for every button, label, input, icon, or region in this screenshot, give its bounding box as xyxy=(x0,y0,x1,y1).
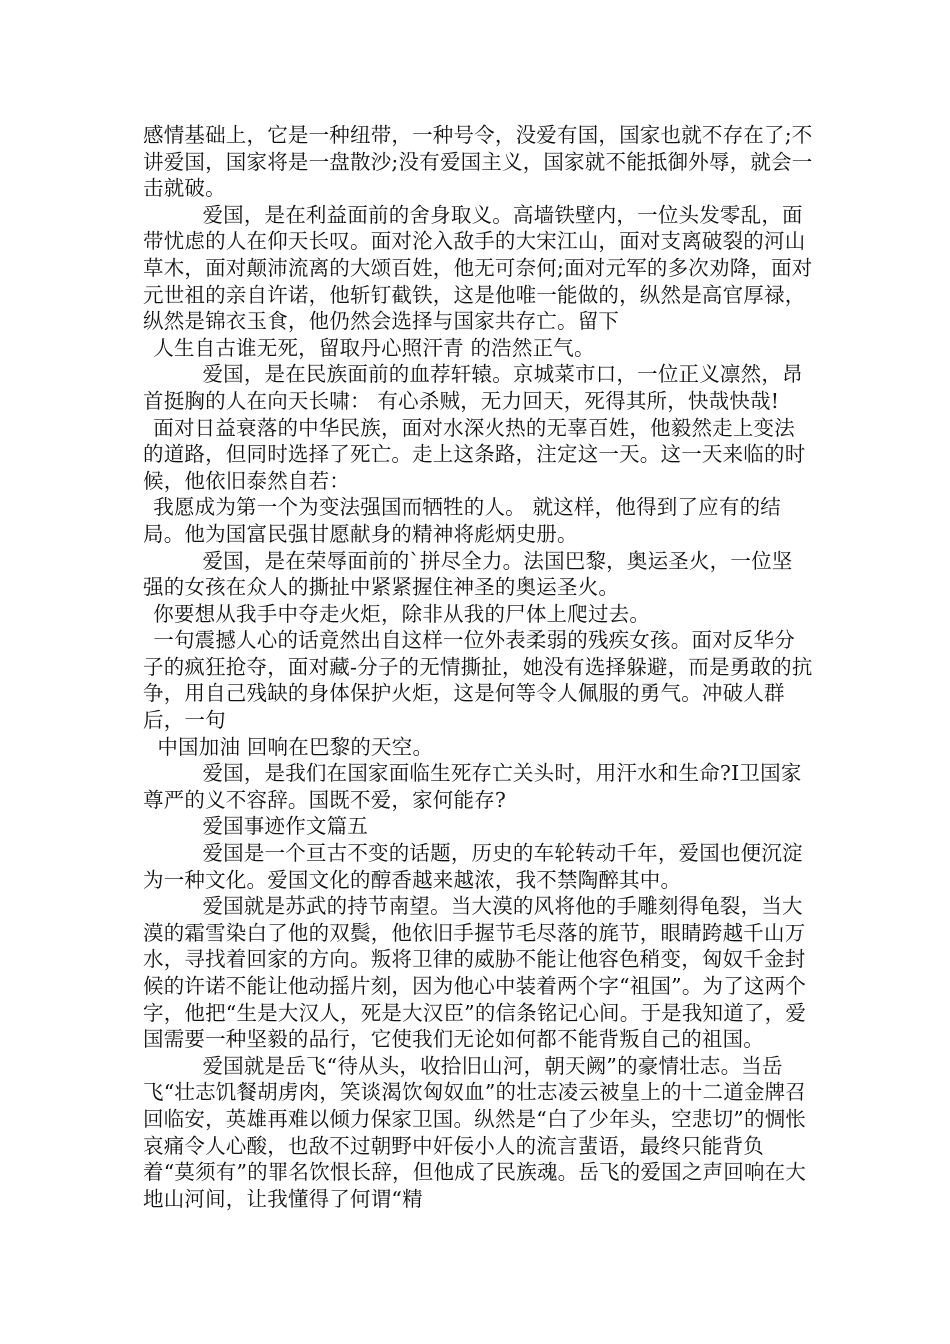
paragraph: 爱国就是岳飞“待从头，收拾旧山河，朝天阙”的豪情壮志。当岳飞“壮志饥餐胡虏肉，笑谈渴饮匈奴血”的壮志凌云被皇上的十二道金牌召回临安，英雄再难以倾力保家卫国。纵然是“白了少年头，空悲切”的惆怅哀痛令人心酸，也敌不过朝野中奸佞小人的流言蜚语，最终只能背负着“莫须有”的罪名饮恨长辞，但他成了民族魂。岳飞的爱国之声回响在大地山河间，让我懂得了何谓“精 xyxy=(143,1053,807,1211)
paragraph: 爱国是一个亘古不变的话题，历史的车轮转动千年，爱国也便沉淀为一种文化。爱国文化的醇香越来越浓，我不禁陶醉其中。 xyxy=(143,841,803,892)
document-body xyxy=(143,122,813,1212)
quote-paragraph: 你要想从我手中夺走火炬，除非从我的尸体上爬过去。 xyxy=(153,601,651,626)
section-heading: 爱国事迹作文篇五 xyxy=(202,814,369,839)
quote-paragraph: 我愿成为第一个为变法强国而牺牲的人。 就这样，他得到了应有的结局。他为国富民强甘愿献身的精神将彪炳史册。 xyxy=(143,495,781,546)
paragraph: 爱国，是我们在国家面临生死存亡关头时，用汗水和生命?I卫国家尊严的义不容辞。国既不爱，家何能存? xyxy=(143,761,802,812)
paragraph: 一句震撼人心的话竟然出自这样一位外表柔弱的残疾女孩。面对反华分子的疯狂抢夺，面对藏-分子的无情撕扯，她没有选择躲避，而是勇敢的抗争，用自己残缺的身体保护火炬，这是何等令人佩服的勇气。冲破人群后，一句 xyxy=(143,628,813,733)
quote-paragraph: 中国加油 回响在巴黎的天空。 xyxy=(157,734,434,759)
paragraph: 爱国，是在荣辱面前的`拼尽全力。法国巴黎，奥运圣火，一位坚强的女孩在众人的撕扯中紧紧握住神圣的奥运圣火。 xyxy=(143,548,793,600)
paragraph: 爱国，是在民族面前的血荐轩辕。京城菜市口，一位正义凛然，昂首挺胸的人在向天长啸： 有心杀贼，无力回天，死得其所，快哉快哉! xyxy=(143,362,803,413)
quote-paragraph: 人生自古谁无死，留取丹心照汗青 的浩然正气。 xyxy=(153,335,595,360)
paragraph: 爱国就是苏武的持节南望。当大漠的风将他的手雕刻得龟裂，当大漠的霜雪染白了他的双鬓，他依旧手握节毛尽落的旄节，眼睛跨越千山万水，寻找着回家的方向。叛将卫律的威胁不能让他容色稍变，匈奴千金封候的许诺不能让他动摇片刻，因为他心中装着两个字“祖国”。为了这两个字，他把“生是大汉人，死是大汉臣”的信条铭记心间。于是我知道了，爱国需要一种坚毅的品行，它使我们无论如何都不能背叛自己的祖国。 xyxy=(143,894,807,1052)
paragraph: 爱国，是在利益面前的舍身取义。高墙铁壁内，一位头发零乱，面带忧虑的人在仰天长叹。面对沦入敌手的大宋江山，面对支离破裂的河山草木，面对颠沛流离的大颂百姓，他无可奈何;面对元军的多次劝降，面对元世祖的亲自许诺，他斩钉截铁，这是他唯一能做的，纵然是高官厚禄，纵然是锦衣玉食，他仍然会选择与国家共存亡。留下 xyxy=(143,202,813,334)
paragraph: 面对日益衰落的中华民族，面对水深火热的无辜百姓，他毅然走上变法的道路，但同时选择了死亡。走上这条路，注定这一天。这一天来临的时候，他依旧泰然自若： xyxy=(143,415,806,493)
paragraph: 感情基础上，它是一种纽带，一种号令，没爱有国，国家也就不存在了;不讲爱国，国家将是一盘散沙;没有爱国主义，国家就不能抵御外辱，就会一击就破。 xyxy=(143,123,813,201)
